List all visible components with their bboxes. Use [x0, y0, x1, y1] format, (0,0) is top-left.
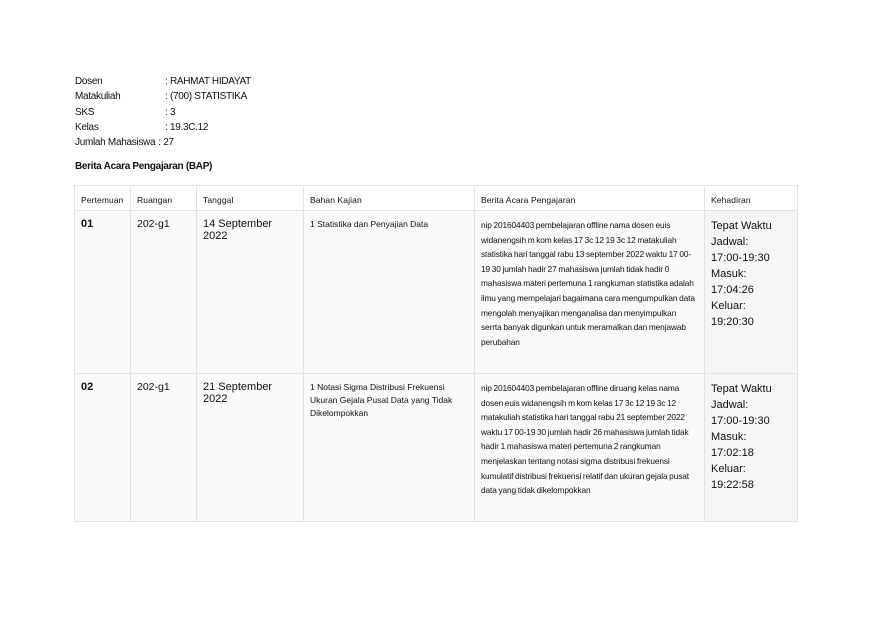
cell-pertemuan: 01 [75, 211, 131, 374]
kehadiran-masuk-label: Masuk: [711, 431, 747, 443]
kehadiran-jadwal-label: Jadwal: [711, 236, 749, 248]
kehadiran-keluar-label: Keluar: [711, 463, 746, 475]
info-kelas [75, 120, 251, 135]
info-jumlah-value: : 27 [158, 137, 174, 149]
table-header-row [75, 186, 798, 211]
cell-tanggal: 21 September 2022 [197, 374, 304, 522]
cell-ruangan: 202-g1 [131, 211, 197, 374]
cell-kehadiran [705, 211, 798, 374]
kehadiran-masuk: 17:04:26 [711, 284, 754, 296]
cell-tanggal: 14 September 2022 [197, 211, 304, 374]
table-row [75, 374, 798, 522]
info-dosen-value: : RAHMAT HIDAYAT [165, 76, 251, 87]
kehadiran-jadwal: 17:00-19:30 [711, 252, 770, 264]
kehadiran-jadwal: 17:00-19:30 [711, 415, 770, 427]
info-matakuliah [75, 89, 251, 104]
header-bahan-kajian: Bahan Kajian [304, 186, 475, 211]
kehadiran-keluar: 19:22:58 [711, 479, 754, 491]
cell-kehadiran [705, 374, 798, 522]
info-sks [75, 105, 251, 120]
kehadiran-masuk: 17:02:18 [711, 447, 754, 459]
info-matakuliah-value: : (700) STATISTIKA [165, 91, 248, 103]
kehadiran-keluar-label: Keluar: [711, 300, 746, 312]
info-kelas-value: : 19.3C.12 [165, 121, 209, 133]
header-tanggal: Tanggal [197, 186, 304, 211]
cell-berita-acara: nip 201604403 pembelajaran offline diruang kelas nama dosen euis widanengsih m kom kelas 17 3c 12 19 3c 12 matakuliah statistika hari tanggal rabu 21 september 2022 waktu 17 00-19 30 jumlah hadir 26 mahasiswa jumlah tidak hadir 1 mahasiswa materi pertemuna 2 rangkuman menjelaskan tentang notasi sigma distribusi frekuensi kumulatif distribusi frekuensi relatif dan ukuran gejala pusat data yang tidak dikelompokkan [475, 374, 705, 522]
cell-berita-acara: nip 201604403 pembelajaran offline nama dosen euis widanengsih m kom kelas 17 3c 12 19 3c 12 matakuliah statistika hari tanggal rabu 13 september 2022 waktu 17 00-19 30 jumlah hadir 27 mahasiswa jumlah tidak hadir 0 mahasiswa materi pertemuna 1 rangkuman statistika adalah ilmu yang mempelajari bagaimana cara mengumpulkan data mengolah menyajikan menganalisa dan menyimpulkan serrta banyak digunkan untuk meramalkan dan menjawab perubahan [475, 211, 705, 374]
info-jumlah-mahasiswa [75, 135, 251, 150]
info-sks-value: : 3 [165, 106, 176, 118]
table-row [75, 211, 798, 374]
info-matakuliah-label: Matakuliah [75, 91, 121, 103]
bap-table [74, 185, 798, 522]
kehadiran-status: Tepat Waktu [711, 220, 772, 232]
kehadiran-jadwal-label: Jadwal: [711, 399, 749, 411]
info-sks-label: SKS [75, 106, 95, 118]
cell-pertemuan: 02 [75, 374, 131, 522]
kehadiran-masuk-label: Masuk: [711, 268, 747, 280]
header-ruangan: Ruangan [131, 186, 197, 211]
kehadiran-status: Tepat Waktu [711, 383, 772, 395]
cell-ruangan: 202-g1 [131, 374, 197, 522]
cell-bahan-kajian: 1 Statistika dan Penyajian Data [304, 211, 475, 374]
kehadiran-keluar: 19:20:30 [711, 316, 754, 328]
info-dosen-label: Dosen [75, 76, 103, 87]
course-info [75, 74, 251, 150]
cell-bahan-kajian: 1 Notasi Sigma Distribusi Frekuensi Ukuran Gejala Pusat Data yang Tidak Dikelompokkan [304, 374, 475, 522]
header-pertemuan: Pertemuan [75, 186, 131, 211]
info-kelas-label: Kelas [75, 121, 99, 133]
header-berita-acara: Berita Acara Pengajaran [475, 186, 705, 211]
header-kehadiran: Kehadiran [705, 186, 798, 211]
info-dosen [75, 74, 251, 89]
section-title: Berita Acara Pengajaran (BAP) [75, 161, 213, 172]
info-jumlah-label: Jumlah Mahasiswa [75, 137, 156, 149]
